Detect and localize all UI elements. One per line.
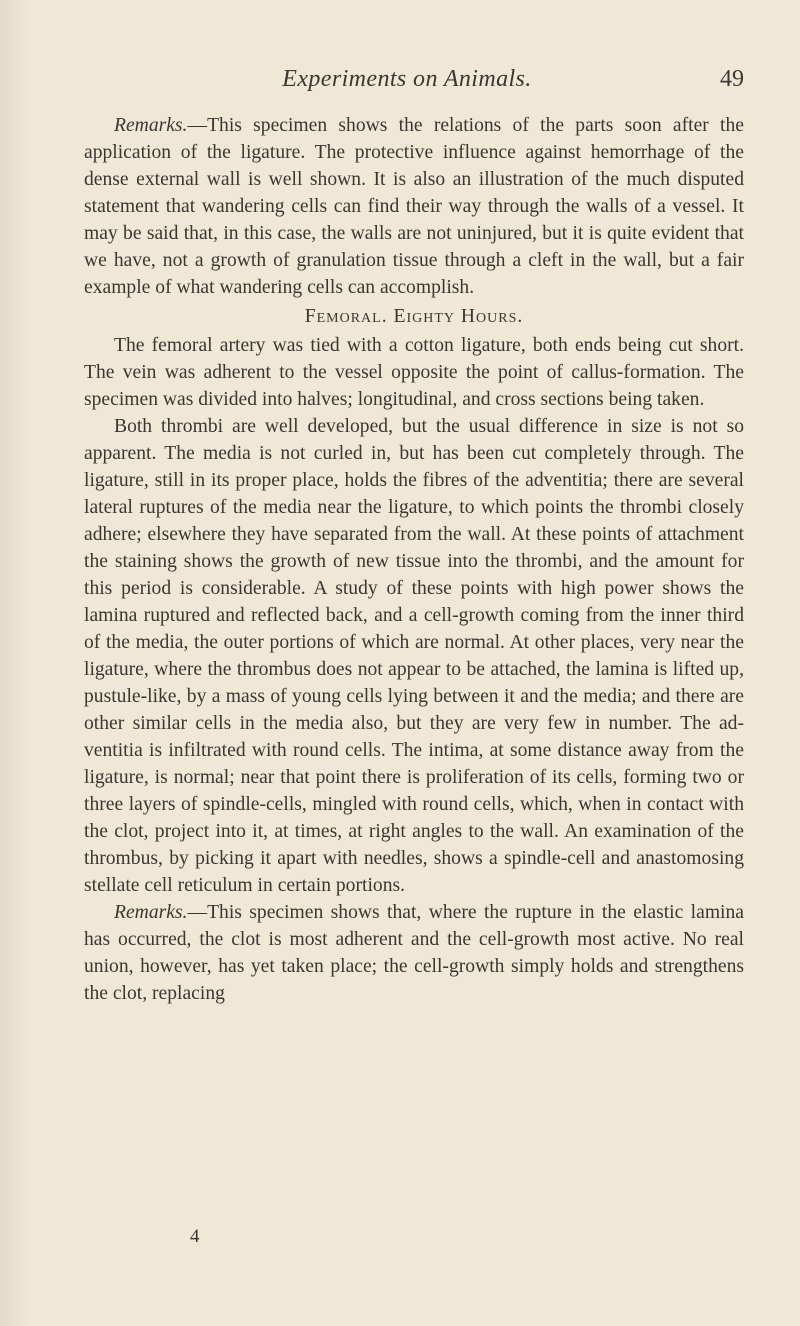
section-heading: Femoral. Eighty Hours. xyxy=(304,306,524,327)
page-number: 49 xyxy=(720,66,744,92)
paragraph-text: —This specimen shows that, where the rupture in the elastic lamina has occurred, the clot is most adherent and the cell-growth most active. No real union, however, has yet taken place; the cell-growth simply holds and strengthens the clot, replacing xyxy=(84,902,744,1004)
paragraph-remarks-2 xyxy=(84,899,744,1007)
paragraph-remarks-1 xyxy=(84,112,744,301)
remarks-label: Remarks. xyxy=(114,902,188,923)
body-text xyxy=(84,112,744,1007)
paragraph-procedure xyxy=(84,332,744,413)
running-head: Experiments on Animals. xyxy=(282,66,532,92)
paragraph-text: —This specimen shows the relations of the parts soon after the application of the ligature. The protective influence against hemorrhage of the dense external wall is well shown. It is also an illustration of the much disputed statement that wandering cells can find their way through the walls of a vessel. It may be said that, in this case, the walls are not uninjured, but it is quite evident that we have, not a growth of granulation tissue through a cleft in the wall, but a fair example of what wandering cells can accomplish. xyxy=(84,115,744,298)
paragraph-text: Both thrombi are well developed, but the usual difference in size is not so apparent. The media is not curled in, but has been cut completely through. The ligature, still in its proper place, holds the fibres of the adventitia; there are several lateral ruptures of the media near the ligature, to which points the thrombi closely adhere; elsewhere they have separated from the wall. At these points of attachment the staining shows the growth of new tissue into the thrombi, and the amount for this period is considerable. A study of these points with high power shows the lamina ruptured and reflected back, and a cell-growth coming from the inner third of the media, the outer portions of which are normal. At other places, very near the ligature, where the thrombus does not appear to be attached, the lamina is lifted up, pustule-like, by a mass of young cells lying between it and the media; and there are other similar cells in the media also, but they are very few in number. The adventitia is infiltrated with round cells. The intima, at some distance away from the ligature, is normal; near that point there is proliferation of its cells, forming two or three layers of spindle-cells, mingled with round cells, which, when in contact with the clot, project into it, at times, at right angles to the wall. An examination of the thrombus, by picking it apart with needles, shows a spindle-cell and anastomosing stellate cell reticulum in certain portions. xyxy=(84,416,744,896)
paragraph-text: The femoral artery was tied with a cotton ligature, both ends being cut short. The vein was adherent to the vessel opposite the point of callus-formation. The specimen was divided into halves; longitudinal, and cross sections being taken. xyxy=(84,335,744,410)
remarks-label: Remarks. xyxy=(114,115,188,136)
paragraph-findings xyxy=(84,413,744,899)
signature-mark: 4 xyxy=(190,1226,200,1247)
page-header xyxy=(70,66,744,102)
